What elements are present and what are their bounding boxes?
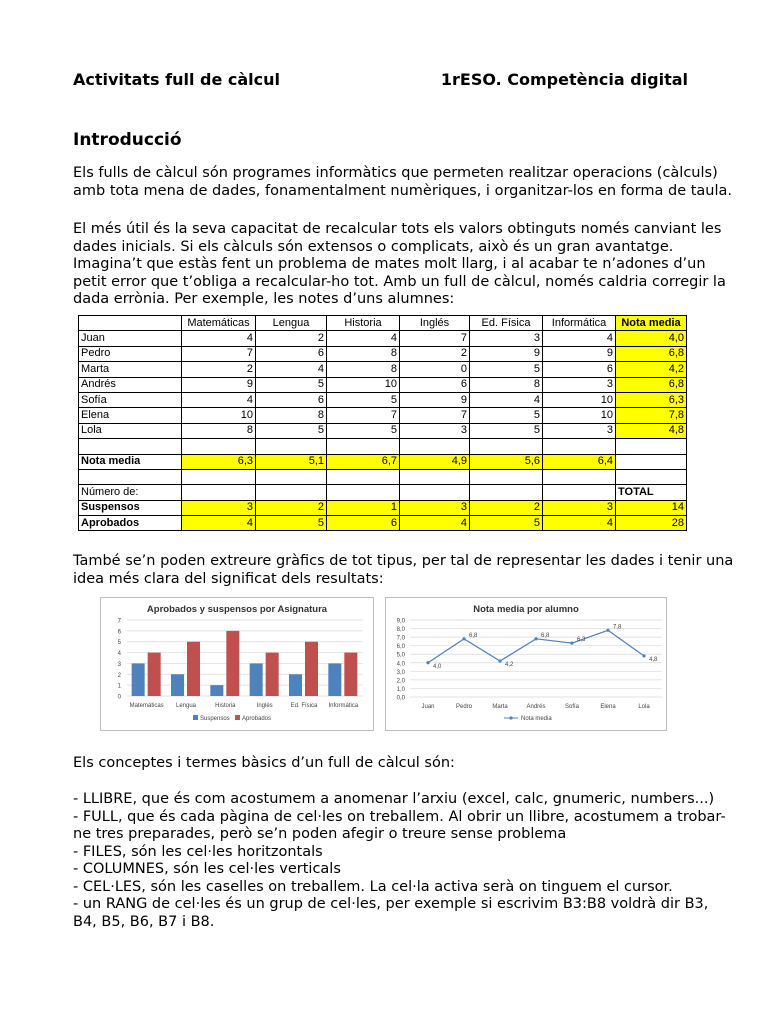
data-label: 7,8 bbox=[613, 624, 622, 631]
series-line bbox=[428, 630, 644, 663]
grade-cell: 7 bbox=[400, 331, 470, 346]
line-chart bbox=[386, 598, 666, 730]
y-tick-label: 5 bbox=[117, 640, 121, 647]
subject-average: 6,7 bbox=[327, 454, 400, 469]
x-tick-label: Informática bbox=[328, 703, 359, 709]
grade-cell: 6 bbox=[256, 392, 327, 407]
grade-cell: 4 bbox=[543, 331, 616, 346]
y-tick-label: 0 bbox=[117, 694, 121, 701]
grade-cell: 6 bbox=[400, 377, 470, 392]
bar-aprobados bbox=[226, 631, 239, 696]
grade-cell: 8 bbox=[327, 346, 400, 361]
grade-cell: 7 bbox=[327, 408, 400, 423]
paragraph-line: petit error que t’obliga a recalcular-ho tot. Amb un full de càlcul, només caldria corregir la bbox=[73, 273, 726, 290]
legend-swatch bbox=[235, 715, 240, 720]
student-name: Sofía bbox=[79, 392, 182, 407]
grade-cell: 3 bbox=[470, 331, 543, 346]
grade-cell: 4 bbox=[256, 362, 327, 377]
grade-cell: 9 bbox=[470, 346, 543, 361]
list-item: - FILES, són les cel·les horitzontals bbox=[73, 843, 323, 860]
grade-cell: 0 bbox=[400, 362, 470, 377]
list-item: ne tres preparades, però se’n poden afegir o treure sense problema bbox=[73, 826, 567, 842]
y-tick-label: 5,0 bbox=[396, 652, 405, 659]
x-tick-label: Pedro bbox=[455, 704, 473, 710]
data-label: 4,2 bbox=[505, 662, 514, 669]
paragraph-concepts: Els conceptes i termes bàsics d’un full de càlcul són: bbox=[73, 755, 455, 771]
x-tick-label: Elena bbox=[600, 704, 616, 710]
grade-cell: 6 bbox=[543, 362, 616, 377]
numero-row bbox=[79, 485, 687, 500]
x-tick-label: Inglés bbox=[256, 703, 273, 709]
y-tick-label: 3 bbox=[117, 661, 121, 668]
suspensos-count: 3 bbox=[543, 500, 616, 515]
subject-average: 5,6 bbox=[470, 454, 543, 469]
aprobados-total: 28 bbox=[616, 516, 687, 531]
paragraph-charts bbox=[73, 553, 734, 588]
grades-spreadsheet bbox=[78, 315, 687, 531]
bar-chart-container bbox=[100, 597, 374, 731]
paragraph-line: També se’n poden extreure gràfics de tot tipus, per tal de representar les dades i tenir una bbox=[73, 553, 734, 569]
grade-cell: 9 bbox=[182, 377, 256, 392]
data-label: 4,0 bbox=[433, 663, 442, 670]
list-item: - CEL·LES, són les caselles on treballem. La cel·la activa serà on tinguem el cursor. bbox=[73, 878, 673, 895]
average-cell: 4,8 bbox=[616, 423, 687, 438]
aprobados-count: 4 bbox=[543, 516, 616, 531]
student-name: Elena bbox=[79, 408, 182, 423]
column-header: Lengua bbox=[256, 316, 327, 331]
data-point bbox=[570, 642, 573, 645]
column-header: Inglés bbox=[400, 316, 470, 331]
y-tick-label: 8,0 bbox=[396, 627, 405, 634]
grade-cell: 3 bbox=[400, 423, 470, 438]
paragraph-line: Imagina’t que estàs fent un problema de mates molt llarg, i al acabar te n’adones d’un bbox=[73, 256, 706, 272]
list-item: - FULL, que és cada pàgina de cel·les on treballem. Al obrir un llibre, acostumem a trobar- bbox=[73, 808, 726, 825]
bar-aprobados bbox=[187, 642, 200, 696]
y-tick-label: 2,0 bbox=[396, 678, 405, 685]
grade-cell: 5 bbox=[256, 377, 327, 392]
paragraph-line: El més útil és la seva capacitat de recalcular tots els valors obtinguts només canviant les bbox=[73, 221, 722, 237]
column-header: Informática bbox=[543, 316, 616, 331]
average-cell: 6,8 bbox=[616, 346, 687, 361]
legend-swatch bbox=[193, 715, 198, 720]
paragraph-line: dada errònia. Per exemple, les notes d’uns alumnes: bbox=[73, 291, 455, 307]
suspensos-row bbox=[79, 500, 687, 515]
section-title: Introducció bbox=[73, 130, 182, 150]
table-row bbox=[79, 423, 687, 438]
data-point bbox=[426, 661, 429, 664]
grade-cell: 8 bbox=[470, 377, 543, 392]
average-cell: 4,0 bbox=[616, 331, 687, 346]
suspensos-count: 2 bbox=[256, 500, 327, 515]
header-row bbox=[79, 316, 687, 331]
grade-cell: 10 bbox=[182, 408, 256, 423]
paragraph-line: Els fulls de càlcul són programes informàtics que permeten realitzar operacions (càlculs) bbox=[73, 165, 718, 181]
media-label: Nota media bbox=[79, 454, 182, 469]
x-tick-label: Matemáticas bbox=[129, 703, 164, 709]
student-name: Lola bbox=[79, 423, 182, 438]
bar-suspensos bbox=[250, 663, 263, 696]
paragraph-line: dades inicials. Si els càlculs són extensos o complicats, això és un gran avantatge. bbox=[73, 238, 674, 255]
grade-cell: 4 bbox=[470, 392, 543, 407]
bar-suspensos bbox=[289, 674, 302, 696]
data-label: 6,8 bbox=[541, 632, 550, 639]
list-item: - COLUMNES, són les cel·les verticals bbox=[73, 861, 341, 877]
suspensos-count: 3 bbox=[400, 500, 470, 515]
x-tick-label: Lengua bbox=[175, 703, 197, 709]
aprobados-row bbox=[79, 516, 687, 531]
paragraph-line: amb tota mena de dades, fonamentalment numèriques, i organitzar-los en forma de taula. bbox=[73, 182, 733, 199]
grade-cell: 2 bbox=[182, 362, 256, 377]
data-label: 6,3 bbox=[577, 637, 586, 644]
grade-cell: 5 bbox=[470, 423, 543, 438]
y-tick-label: 0,0 bbox=[396, 695, 405, 702]
suspensos-count: 3 bbox=[182, 500, 256, 515]
empty-row bbox=[79, 469, 687, 484]
table-row bbox=[79, 362, 687, 377]
average-cell: 6,8 bbox=[616, 377, 687, 392]
data-point bbox=[534, 637, 537, 640]
subject-average: 5,1 bbox=[256, 454, 327, 469]
legend-label: Aprobados bbox=[242, 716, 272, 722]
legend-label: Suspensos bbox=[200, 716, 230, 722]
bar-suspensos bbox=[132, 663, 145, 696]
grade-cell: 4 bbox=[182, 392, 256, 407]
suspensos-count: 2 bbox=[470, 500, 543, 515]
media-row bbox=[79, 454, 687, 469]
numero-label: Número de: bbox=[79, 485, 182, 500]
data-label: 4,8 bbox=[649, 656, 658, 663]
y-tick-label: 7,0 bbox=[396, 635, 405, 642]
y-tick-label: 2 bbox=[117, 672, 121, 679]
x-tick-label: Lola bbox=[638, 704, 650, 710]
suspensos-label: Suspensos bbox=[79, 500, 182, 515]
concepts-list bbox=[73, 791, 726, 931]
bar-suspensos bbox=[210, 685, 223, 696]
y-tick-label: 1 bbox=[117, 683, 121, 690]
grade-cell: 9 bbox=[400, 392, 470, 407]
column-header: Matemáticas bbox=[182, 316, 256, 331]
y-tick-label: 4 bbox=[117, 651, 121, 658]
grade-cell: 10 bbox=[327, 377, 400, 392]
legend-label: Nota media bbox=[521, 716, 552, 722]
y-tick-label: 6,0 bbox=[396, 644, 405, 651]
aprobados-count: 5 bbox=[470, 516, 543, 531]
document-header-right: 1rESO. Competència digital bbox=[440, 70, 688, 89]
average-cell: 4,2 bbox=[616, 362, 687, 377]
document-header-left: Activitats full de càlcul bbox=[73, 70, 280, 89]
paragraph-line: idea més clara del significat dels resultats: bbox=[73, 570, 384, 587]
data-point bbox=[606, 629, 609, 632]
x-tick-label: Andrés bbox=[526, 704, 546, 710]
table-row bbox=[79, 392, 687, 407]
aprobados-count: 6 bbox=[327, 516, 400, 531]
aprobados-count: 5 bbox=[256, 516, 327, 531]
grade-cell: 5 bbox=[470, 408, 543, 423]
suspensos-count: 1 bbox=[327, 500, 400, 515]
data-label: 6,8 bbox=[469, 632, 478, 639]
subject-average: 6,3 bbox=[182, 454, 256, 469]
grade-cell: 2 bbox=[256, 331, 327, 346]
aprobados-label: Aprobados bbox=[79, 516, 182, 531]
grade-cell: 10 bbox=[543, 392, 616, 407]
table-row bbox=[79, 408, 687, 423]
bar-suspensos bbox=[171, 674, 184, 696]
x-tick-label: Juan bbox=[421, 704, 435, 710]
grade-cell: 2 bbox=[400, 346, 470, 361]
column-header: Historia bbox=[327, 316, 400, 331]
column-header: Ed. Física bbox=[470, 316, 543, 331]
grade-cell: 10 bbox=[543, 408, 616, 423]
grade-cell: 5 bbox=[256, 423, 327, 438]
bar-aprobados bbox=[305, 642, 318, 696]
bar-chart bbox=[101, 598, 373, 730]
average-cell: 6,3 bbox=[616, 392, 687, 407]
corner-cell bbox=[79, 316, 182, 331]
x-tick-label: Sofía bbox=[564, 704, 580, 710]
data-point bbox=[642, 654, 645, 657]
aprobados-count: 4 bbox=[182, 516, 256, 531]
student-name: Pedro bbox=[79, 346, 182, 361]
student-name: Marta bbox=[79, 362, 182, 377]
y-tick-label: 3,0 bbox=[396, 669, 405, 676]
table-row bbox=[79, 331, 687, 346]
y-tick-label: 1,0 bbox=[396, 686, 405, 693]
grade-cell: 7 bbox=[400, 408, 470, 423]
grade-cell: 3 bbox=[543, 423, 616, 438]
legend-marker bbox=[509, 716, 512, 719]
table-row bbox=[79, 346, 687, 361]
bar-aprobados bbox=[266, 653, 279, 696]
student-name: Andrés bbox=[79, 377, 182, 392]
grade-cell: 5 bbox=[327, 392, 400, 407]
bar-aprobados bbox=[344, 653, 357, 696]
column-header-average: Nota media bbox=[616, 316, 687, 331]
bar-suspensos bbox=[328, 663, 341, 696]
grade-cell: 8 bbox=[182, 423, 256, 438]
paragraph-intro bbox=[73, 165, 733, 200]
aprobados-count: 4 bbox=[400, 516, 470, 531]
grade-cell: 9 bbox=[543, 346, 616, 361]
grade-cell: 4 bbox=[182, 331, 256, 346]
grade-cell: 5 bbox=[327, 423, 400, 438]
subject-average: 4,9 bbox=[400, 454, 470, 469]
x-tick-label: Historia bbox=[215, 703, 236, 709]
grade-cell: 8 bbox=[327, 362, 400, 377]
data-point bbox=[498, 659, 501, 662]
x-tick-label: Ed. Física bbox=[290, 703, 318, 709]
list-item: - un RANG de cel·les és un grup de cel·les, per exemple si escrivim B3:B8 voldrà dir B3, bbox=[73, 896, 709, 912]
list-item: B4, B5, B6, B7 i B8. bbox=[73, 913, 215, 930]
list-item: - LLIBRE, que és com acostumem a anomenar l’arxiu (excel, calc, gnumeric, numbers...) bbox=[73, 791, 715, 807]
grade-cell: 6 bbox=[256, 346, 327, 361]
chart-title: Aprobados y suspensos por Asignatura bbox=[146, 604, 328, 615]
empty-row bbox=[79, 439, 687, 454]
paragraph-recalc bbox=[73, 221, 726, 309]
line-chart-container bbox=[385, 597, 667, 731]
average-cell: 7,8 bbox=[616, 408, 687, 423]
grade-cell: 7 bbox=[182, 346, 256, 361]
chart-title: Nota media por alumno bbox=[473, 604, 579, 615]
table-row bbox=[79, 377, 687, 392]
student-name: Juan bbox=[79, 331, 182, 346]
grade-cell: 8 bbox=[256, 408, 327, 423]
total-label: TOTAL bbox=[616, 485, 687, 500]
subject-average: 6,4 bbox=[543, 454, 616, 469]
y-tick-label: 4,0 bbox=[396, 661, 405, 668]
grade-cell: 3 bbox=[543, 377, 616, 392]
y-tick-label: 6 bbox=[117, 629, 121, 636]
x-tick-label: Marta bbox=[492, 704, 508, 710]
bar-aprobados bbox=[148, 653, 161, 696]
grade-cell: 4 bbox=[327, 331, 400, 346]
y-tick-label: 7 bbox=[117, 618, 121, 625]
suspensos-total: 14 bbox=[616, 500, 687, 515]
grade-cell: 5 bbox=[470, 362, 543, 377]
data-point bbox=[462, 637, 465, 640]
y-tick-label: 9,0 bbox=[396, 618, 405, 625]
